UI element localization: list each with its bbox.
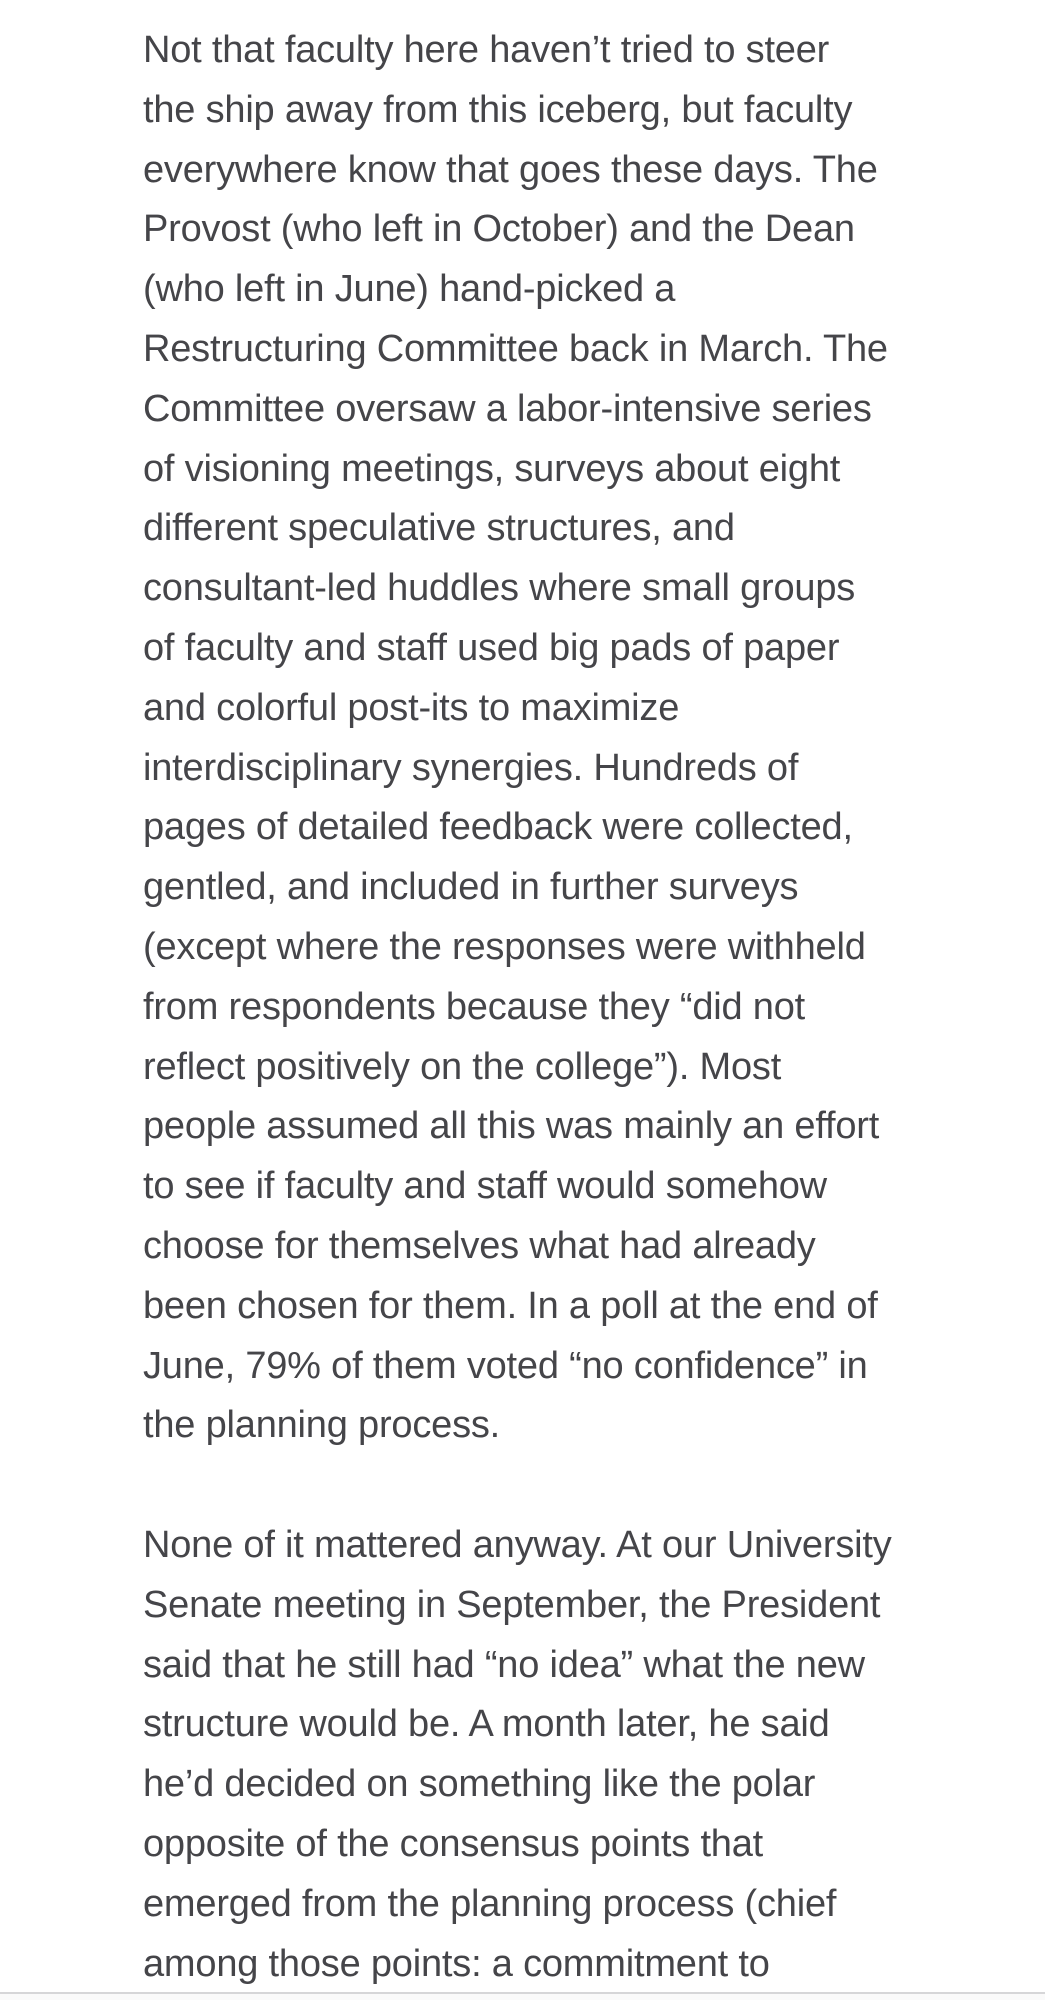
paragraph: [143, 21, 913, 1456]
text-line: reflect positively on the college”). Most: [143, 1045, 782, 1088]
text-line: from respondents because they “did not: [143, 985, 806, 1028]
text-line: to see if faculty and staff would somehow: [143, 1165, 827, 1208]
text-line: Provost (who left in October) and the Dean: [143, 208, 855, 251]
text-line: pages of detailed feedback were collected,: [143, 806, 853, 849]
text-line: Senate meeting in September, the President: [143, 1583, 881, 1626]
text-line: structure would be. A month later, he said: [143, 1703, 830, 1746]
text-line: emerged from the planning process (chief: [143, 1882, 837, 1925]
text-line: the ship away from this iceberg, but faculty: [143, 88, 853, 131]
text-line: and colorful post-its to maximize: [143, 686, 680, 729]
text-line: opposite of the consensus points that: [143, 1822, 764, 1865]
text-line: the planning process.: [143, 1404, 501, 1447]
text-line: Restructuring Committee back in March. The: [143, 327, 888, 370]
text-line: Not that faculty here haven’t tried to steer: [143, 29, 830, 71]
text-line: interdisciplinary synergies. Hundreds of: [143, 746, 799, 789]
text-line: he’d decided on something like the polar: [143, 1763, 816, 1806]
text-line: (who left in June) hand-picked a: [143, 268, 676, 311]
text-line: of faculty and staff used big pads of paper: [143, 626, 840, 669]
paragraph: [143, 1516, 913, 1994]
text-line: said that he still had “no idea” what the new: [143, 1643, 865, 1686]
text-line: been chosen for them. In a poll at the end of: [143, 1284, 878, 1327]
text-line: None of it mattered anyway. At our University: [143, 1523, 892, 1566]
text-line: different speculative structures, and: [143, 507, 735, 550]
below-divider-strip: [0, 1994, 1045, 2000]
text-line: (except where the responses were withheld: [143, 925, 866, 968]
text-line: gentled, and included in further surveys: [143, 866, 799, 909]
article-body: [143, 21, 913, 1994]
text-line: everywhere know that goes these days. The: [143, 148, 878, 191]
text-line: among those points: a commitment to: [143, 1942, 770, 1985]
text-line: of visioning meetings, surveys about eight: [143, 447, 841, 490]
text-line: consultant-led huddles where small groups: [143, 567, 856, 610]
text-line: choose for themselves what had already: [143, 1224, 816, 1267]
text-line: Committee oversaw a labor-intensive series: [143, 387, 872, 430]
text-line: people assumed all this was mainly an effort: [143, 1105, 880, 1148]
text-line: June, 79% of them voted “no confidence” in: [143, 1344, 868, 1387]
